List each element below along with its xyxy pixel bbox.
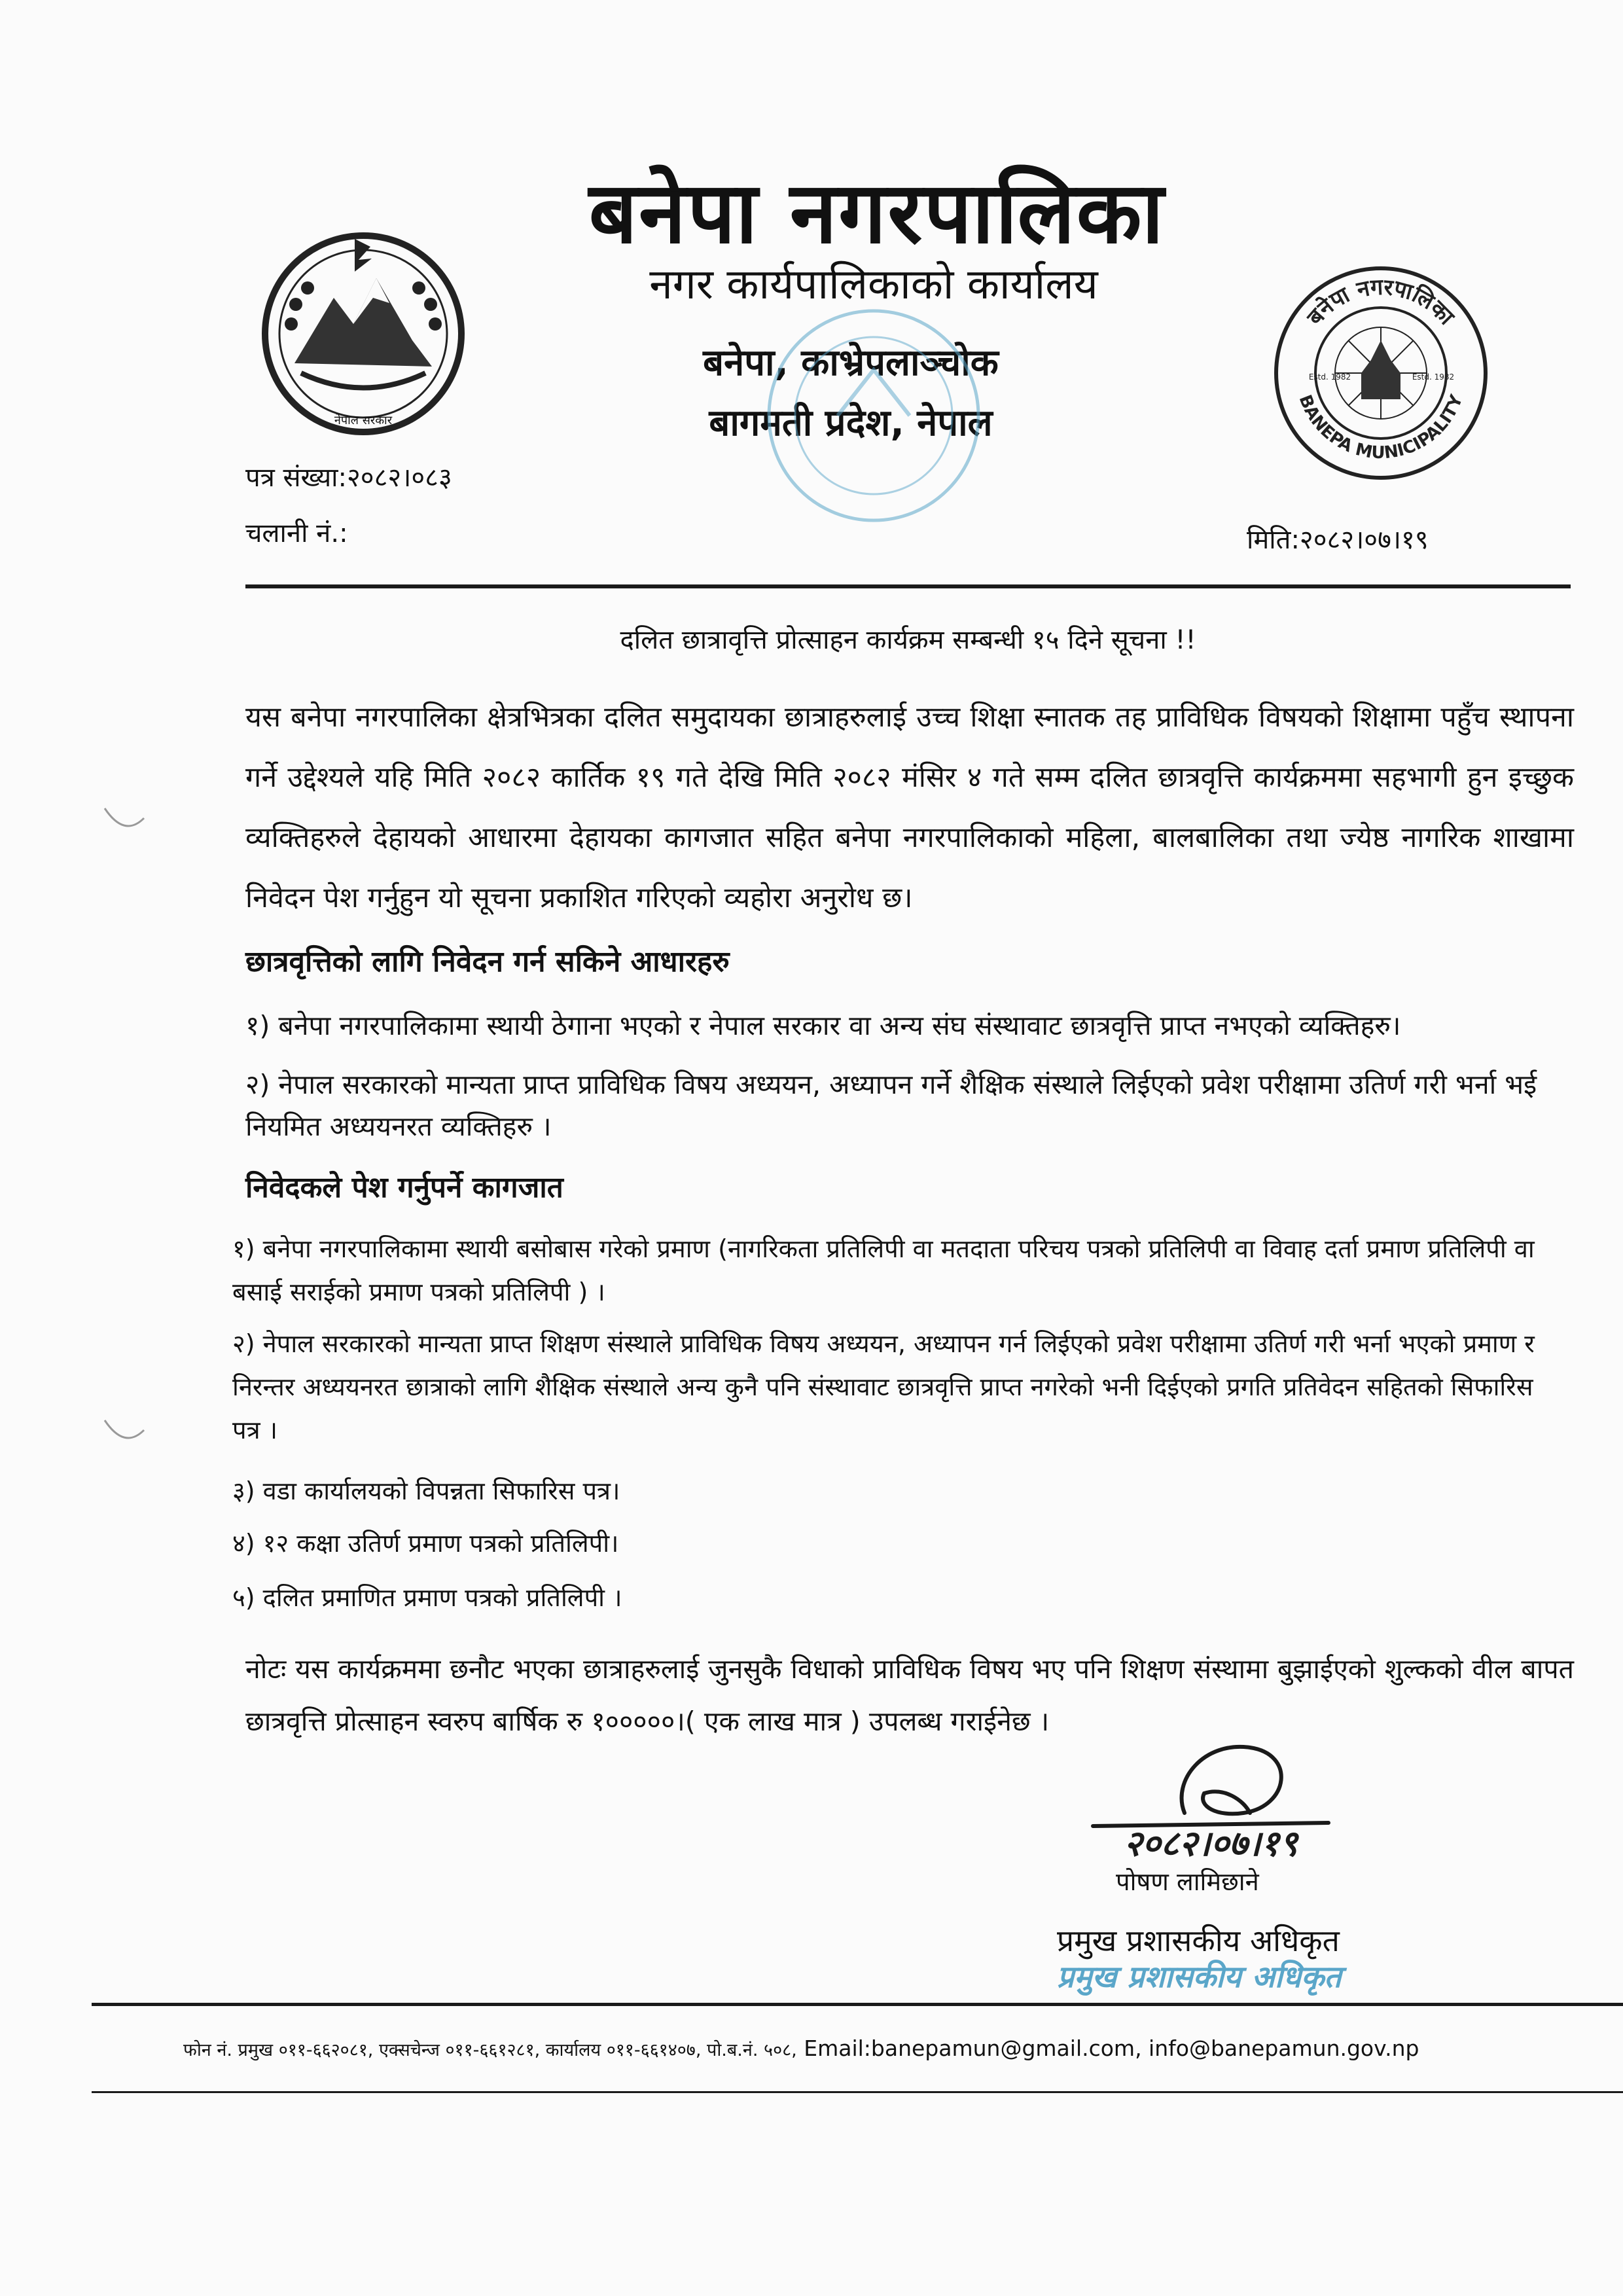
document-item: १) बनेपा नगरपालिकामा स्थायी बसोबास गरेको प्रमाण (नागरिकता प्रतिलिपी वा मतदाता परिचय पत्रको प्रतिलिपी वा विवाह दर्ता प्रमाण प्रतिलिपी वा बसाई सराईको प्रमाण पत्रको प्रतिलिपी ) । xyxy=(232,1234,1535,1306)
dispatch-number: चलानी नं.: xyxy=(245,518,348,548)
seal-est-right: Estd. 1982 xyxy=(1412,372,1455,382)
office-name: नगर कार्यपालिकाको कार्यालय xyxy=(649,260,1098,309)
eligibility-item: २) नेपाल सरकारको मान्यता प्राप्त प्राविधिक विषय अध्ययन, अध्यापन गर्ने शैक्षिक संस्थाले लिईएको प्रवेश परीक्षामा उतिर्ण गरी भर्ना भई नियमित अध्ययनरत व्यक्तिहरु । xyxy=(245,1069,1537,1142)
signatory-designation: प्रमुख प्रशासकीय अधिकृत xyxy=(1057,1923,1340,1958)
municipality-title: बनेपा नगरपालिका xyxy=(588,162,1166,262)
notice-subject: दलित छात्रावृत्ति प्रोत्साहन कार्यक्रम सम्बन्धी १५ दिने सूचना !! xyxy=(620,625,1196,655)
punch-hole-mark-icon xyxy=(98,802,151,841)
designation-stamp: प्रमुख प्रशासकीय अधिकृत xyxy=(1057,1959,1342,1994)
footer-divider-top xyxy=(92,2003,1623,2006)
seal-bottom-text: BANEPA MUNICIPALITY xyxy=(1294,392,1467,463)
punch-hole-mark-icon xyxy=(98,1414,151,1453)
seal-top-text: बनेपा नगरपालिका xyxy=(1302,274,1459,331)
documents-heading: निवेदकले पेश गर्नुपर्ने कागजात xyxy=(245,1171,563,1204)
document-item: २) नेपाल सरकारको मान्यता प्राप्त शिक्षण संस्थाले प्राविधिक विषय अध्ययन, अध्यापन गर्न लिईएको प्रवेश परीक्षामा उतिर्ण गरी भर्ना भएको प्रमाण र निरन्तर अध्ययनरत छात्राको लागि शैक्षिक संस्थाले अन्य कुनै पनि संस्थावाट छात्रवृत्ति प्राप्त नगरेको भनी दिईएको प्रगति प्रतिवेदन सहितको सिफारिस पत्र । xyxy=(232,1329,1535,1444)
footer-contact xyxy=(183,2029,1571,2070)
document-item: ५) दलित प्रमाणित प्रमाण पत्रको प्रतिलिपी । xyxy=(232,1583,622,1612)
document-item: ३) वडा कार्यालयको विपन्नता सिफारिस पत्र। xyxy=(232,1477,620,1505)
nepal-emblem-icon xyxy=(255,226,471,442)
eligibility-item: १) बनेपा नगरपालिकामा स्थायी ठेगाना भएको र नेपाल सरकार वा अन्य संघ संस्थावाट छात्रवृत्ति प्राप्त नभएको व्यक्तिहरु। xyxy=(245,1010,1401,1041)
footer-divider-bottom xyxy=(92,2091,1623,2093)
address-line-2: बागमती प्रदेश, नेपाल xyxy=(709,402,993,444)
header-divider xyxy=(245,584,1571,588)
signatory-name: पोषण लामिछाने xyxy=(1116,1867,1259,1896)
municipal-seal-icon xyxy=(1270,262,1492,484)
letter-date: मिति:२०८२।०७।१९ xyxy=(1247,525,1429,555)
address-line-1: बनेपा, काभ्रेपलाञ्चोक xyxy=(703,342,999,384)
footer-phones: फोन नं. प्रमुख ०११-६६२०८१, एक्सचेन्ज ०११-६६१२८१, कार्यालय ०११-६६१४०७, पो.ब.नं. ५०८, xyxy=(183,2040,797,2060)
emblem-caption: नेपाल सरकार xyxy=(334,414,393,427)
intro-paragraph: यस बनेपा नगरपालिका क्षेत्रभित्रका दलित समुदायका छात्राहरुलाई उच्च शिक्षा स्नातक तह प्राविधिक विषयको शिक्षामा पहुँच स्थापना गर्ने उद्देश्यले यहि मिति २०८२ कार्तिक १९ गते देखि मिति २०८२ मंसिर ४ गते सम्म दलित छात्रवृत्ति कार्यक्रममा सहभागी हुन इच्छुक व्यक्तिहरुले देहायको आधारमा देहायका कागजात सहित बनेपा नगरपालिकाको महिला, बालबालिका तथा ज्येष्ठ नागरिक शाखामा निवेदन पेश गर्नुहुन यो सूचना प्रकाशित गरिएको व्यहोरा अनुरोध छ। xyxy=(245,701,1574,914)
reference-number: पत्र संख्या:२०८२।०८३ xyxy=(245,463,452,493)
eligibility-heading: छात्रवृत्तिको लागि निवेदन गर्न सकिने आधारहरु xyxy=(245,945,730,978)
handwritten-date: २०८२।०७।१९ xyxy=(1124,1823,1298,1864)
seal-est-left: Estd. 1982 xyxy=(1308,372,1351,382)
footer-emails: Email:banepamun@gmail.com, info@banepamun.gov.np xyxy=(804,2036,1419,2061)
office-stamp-icon xyxy=(753,298,995,533)
document-item: ४) १२ कक्षा उतिर्ण प्रमाण पत्रको प्रतिलिपी। xyxy=(232,1529,619,1558)
note-paragraph: नोटः यस कार्यक्रममा छनौट भएका छात्राहरुलाई जुनसुकै विधाको प्राविधिक विषय भए पनि शिक्षण संस्थामा बुझाईएको शुल्कको वील बापत छात्रवृत्ति प्रोत्साहन स्वरुप बार्षिक रु १०००००।( एक लाख मात्र ) उपलब्ध गराईनेछ । xyxy=(245,1653,1574,1737)
